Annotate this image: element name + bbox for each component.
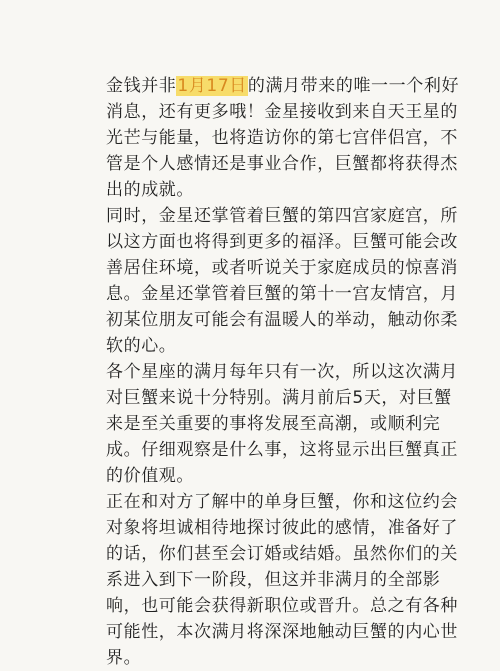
highlighted-date: 1月17日 <box>177 76 247 96</box>
paragraph-3: 各个星座的满月每年只有一次，所以这次满月对巨蟹来说十分特别。满月前后5天，对巨蟹来是至关重要的事将发展至高潮，或顺利完成。仔细观察是什么事，这将显示出巨蟹真正的价值观。 <box>106 362 458 486</box>
paragraph-2: 同时，金星还掌管着巨蟹的第四宫家庭宫，所以这方面也将得到更多的福泽。巨蟹可能会改善居住环境，或者听说关于家庭成员的惊喜消息。金星还掌管着巨蟹的第十一宫友情宫，月初某位朋友可能会有温暖人的举动，触动你柔软的心。 <box>106 206 458 356</box>
paragraph-1-lead: 金钱并非 <box>106 76 177 96</box>
paragraph-1 <box>106 73 460 203</box>
paragraph-4: 正在和对方了解中的单身巨蟹，你和这位约会对象将坦诚相待地探讨彼此的感情，准备好了的话，你们甚至会订婚或结婚。虽然你们的关系进入到下一阶段，但这并非满月的全部影响，也可能会获得新职位或晋升。总之有各种可能性，本次满月将深深地触动巨蟹的内心世界。 <box>106 492 458 668</box>
paragraph-1-rest: 的满月带来的唯一一个利好消息，还有更多哦！金星接收到来自天王星的光芒与能量，也将造访你的第七宫伴侣宫，不管是个人感情还是事业合作，巨蟹都将获得杰出的成就。 <box>106 76 460 200</box>
